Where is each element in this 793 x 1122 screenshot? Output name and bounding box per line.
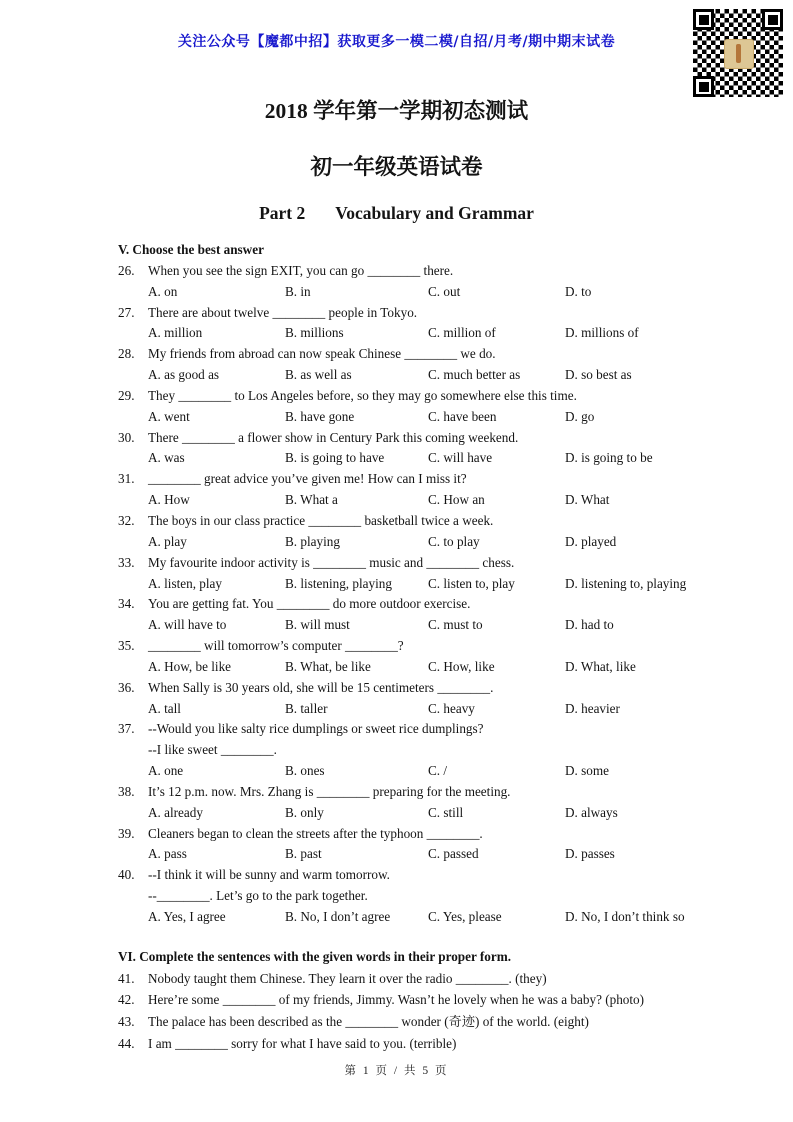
option-d: D. played [565,533,617,549]
question [118,782,778,824]
option-c: C. much better as [428,367,521,383]
part-label: Part 2 [259,203,306,223]
qr-code [693,9,783,97]
option-c: C. Yes, please [428,909,502,924]
question [118,1011,778,1033]
question-number: 41. [118,970,135,986]
qr-center-logo-icon [724,39,754,69]
option-d: D. go [565,408,595,424]
question-stem: --I think it will be sunny and warm tomorrow. [148,867,390,883]
question [118,553,778,595]
option-b: B. millions [285,325,344,341]
option-b: B. What a [285,492,338,508]
option-d: D. some [565,763,609,779]
options-row [118,699,778,720]
option-a: A. Yes, I agree [148,909,226,924]
option-a: A. How, be like [148,658,232,674]
question-stem: When you see the sign EXIT, you can go ________ there. [148,262,454,278]
question-stem: When Sally is 30 years old, she will be 15 centimeters ________. [148,679,494,695]
qr-finder-icon [693,76,714,97]
option-d: D. What [565,492,610,508]
option-a: A. play [148,533,187,549]
question [118,1033,778,1055]
question-number: 28. [118,346,135,362]
question-content [118,240,778,1054]
option-c: C. still [428,804,464,820]
page-title: 2018 学年第一学期初态测试 [264,99,529,123]
question-stem: There are about twelve ________ people in Tokyo. [148,304,418,320]
option-c: C. heavy [428,700,475,716]
page-footer: 第 1 页 / 共 5 页 [344,1065,449,1077]
question [118,824,778,866]
question-stem: Cleaners began to clean the streets after the typhoon ________. [148,825,483,841]
option-b: B. in [285,283,311,299]
option-a: A. listen, play [148,575,222,591]
option-b: B. will must [285,617,350,633]
option-a: A. was [148,450,185,466]
question-stem: I am ________ sorry for what I have said to you. (terrible) [148,1035,457,1051]
question-stem: ________ great advice you’ve given me! How can I miss it? [148,471,467,487]
question-stem: Nobody taught them Chinese. They learn it over the radio ________. (they) [148,970,547,986]
question-number: 38. [118,783,135,799]
option-d: D. to [565,283,592,299]
option-c: C. out [428,283,461,299]
question-stem: My friends from abroad can now speak Chinese ________ we do. [148,346,496,362]
option-c: C. have been [428,408,497,424]
question-number: 35. [118,638,135,654]
question-number: 32. [118,512,135,528]
question [118,865,778,928]
section-vi [118,946,778,1055]
question-number: 33. [118,554,135,570]
question [118,386,778,428]
question-number: 34. [118,596,135,612]
page-subtitle: 初一年级英语试卷 [310,155,483,179]
question-number: 36. [118,679,135,695]
option-b: B. is going to have [285,450,385,466]
question-stem: My favourite indoor activity is ________ music and ________ chess. [148,554,515,570]
question-stem: They ________ to Los Angeles before, so they may go somewhere else this time. [148,387,577,403]
option-c: C. must to [428,617,483,633]
option-b: B. taller [285,700,328,716]
option-a: A. already [148,804,203,820]
option-a: A. one [148,763,184,779]
option-d: D. passes [565,846,615,862]
option-c: C. to play [428,533,480,549]
option-d: D. No, I don’t think so [565,909,685,924]
option-a: A. million [148,325,203,341]
option-a: A. tall [148,700,181,716]
question-number: 37. [118,721,135,737]
options-row [118,490,778,511]
question-number: 26. [118,262,135,278]
option-d: D. always [565,804,618,820]
option-b: B. as well as [285,367,352,383]
question-stem: --I like sweet ________. [148,742,277,758]
question-number: 39. [118,825,135,841]
question-stem: The palace has been described as the ________ wonder (奇迹) of the world. (eight) [148,1013,589,1029]
option-a: A. pass [148,846,187,862]
question [118,968,778,990]
options-row [118,532,778,553]
question [118,989,778,1011]
option-a: A. How [148,492,190,508]
qr-finder-icon [762,9,783,30]
option-d: D. What, like [565,658,636,674]
qr-finder-icon [693,9,714,30]
question [118,428,778,470]
option-a: A. went [148,408,190,424]
question [118,511,778,553]
options-row [118,907,778,928]
options-row [118,323,778,344]
question [118,344,778,386]
question-stem: Here’re some ________ of my friends, Jimmy. Wasn’t he lovely when he was a baby? (photo) [148,992,645,1008]
question-number: 31. [118,471,135,487]
question-number: 27. [118,304,135,320]
banner-text: 关注公众号【魔都中招】获取更多一模二模/自招/月考/期中期末试卷 [177,34,616,50]
option-c: C. passed [428,846,479,862]
option-b: B. ones [285,763,325,779]
option-d: D. heavier [565,700,620,716]
option-c: C. listen to, play [428,575,515,591]
question [118,636,778,678]
question-stem: You are getting fat. You ________ do more outdoor exercise. [148,596,471,612]
question [118,594,778,636]
question [118,469,778,511]
option-b: B. playing [285,533,340,549]
option-a: A. as good as [148,367,220,383]
section-vi-heading: VI. Complete the sentences with the given words in their proper form. [118,948,512,964]
part-heading [0,200,793,226]
question-stem: It’s 12 p.m. now. Mrs. Zhang is ________ preparing for the meeting. [148,783,511,799]
question-number: 44. [118,1035,135,1051]
options-row [118,407,778,428]
option-b: B. past [285,846,322,862]
question-stem: There ________ a flower show in Century Park this coming weekend. [148,429,519,445]
question [118,678,778,720]
option-d: D. had to [565,617,614,633]
options-row [118,448,778,469]
option-c: C. million of [428,325,496,341]
question-number: 40. [118,867,135,883]
question-number: 42. [118,992,135,1008]
question [118,261,778,303]
question-number: 30. [118,429,135,445]
option-d: D. so best as [565,367,632,383]
question [118,719,778,782]
part-title: Vocabulary and Grammar [335,203,534,223]
question-number: 43. [118,1013,135,1029]
options-row [118,844,778,865]
option-c: C. / [428,763,448,779]
question-number: 29. [118,387,135,403]
option-d: D. listening to, playing [565,575,687,591]
option-b: B. No, I don’t agree [285,909,391,924]
option-c: C. How an [428,492,485,508]
option-b: B. What, be like [285,658,371,674]
options-row [118,282,778,303]
options-row [118,574,778,595]
question-stem: The boys in our class practice ________ basketball twice a week. [148,512,494,528]
options-row [118,803,778,824]
title-block [0,96,793,226]
option-a: A. on [148,283,178,299]
option-a: A. will have to [148,617,227,633]
option-d: D. millions of [565,325,639,341]
option-b: B. listening, playing [285,575,392,591]
option-c: C. How, like [428,658,495,674]
option-b: B. have gone [285,408,355,424]
question-stem: ________ will tomorrow’s computer ________? [148,638,404,654]
options-row [118,761,778,782]
question-stem: --Would you like salty rice dumplings or sweet rice dumplings? [148,721,484,737]
options-row [118,657,778,678]
option-d: D. is going to be [565,450,653,466]
options-row [118,365,778,386]
question-stem: --________. Let’s go to the park together. [148,888,368,904]
question [118,303,778,345]
option-b: B. only [285,804,324,820]
options-row [118,615,778,636]
option-c: C. will have [428,450,493,466]
section-v-heading: V. Choose the best answer [118,242,264,257]
